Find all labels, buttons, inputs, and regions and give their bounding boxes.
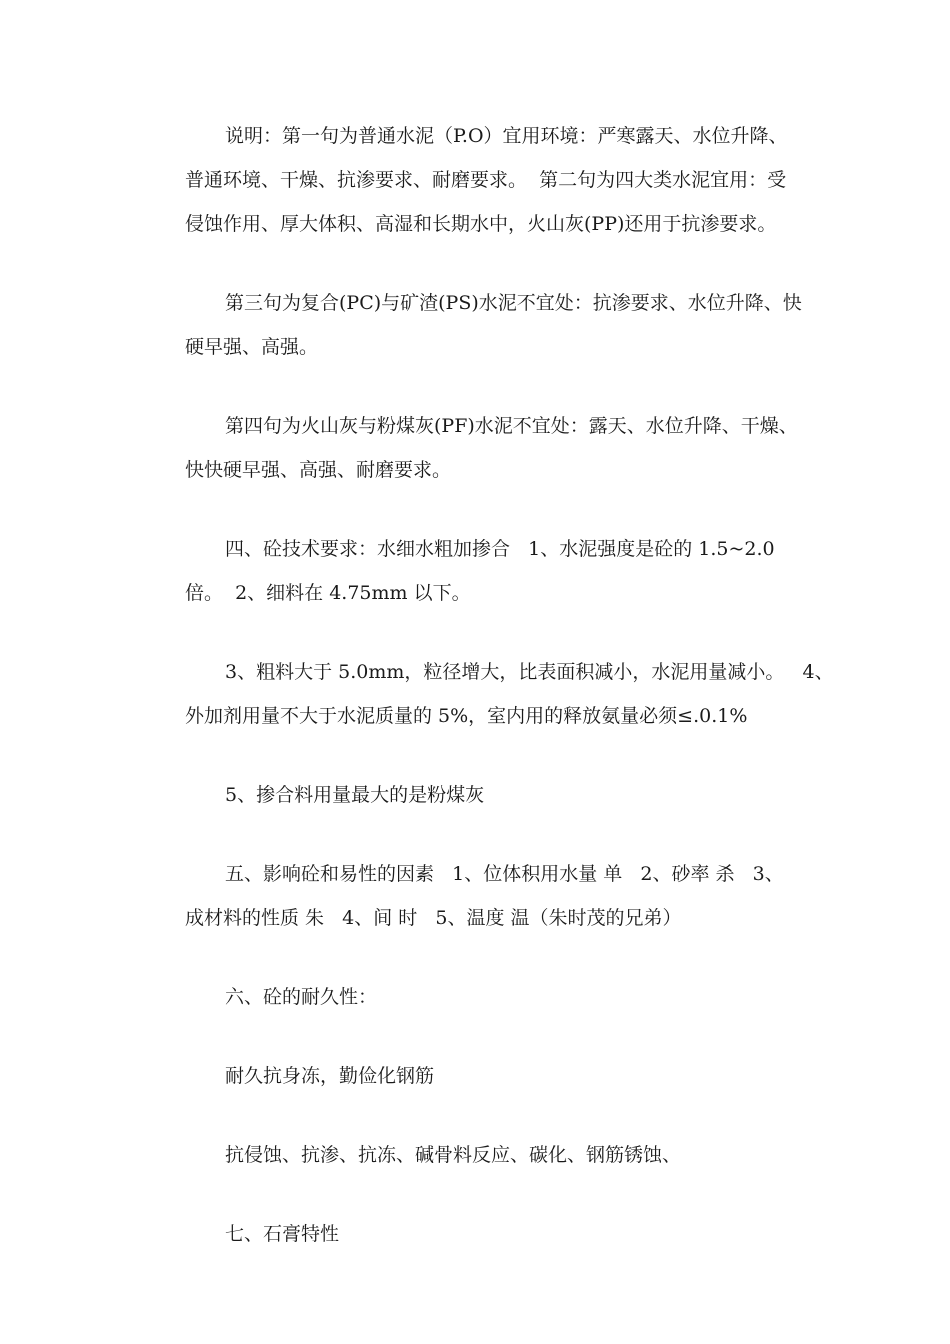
paragraph-workability-factors <box>145 852 825 940</box>
paragraph-cement-explanation <box>145 114 825 246</box>
text-line: 五、影响砼和易性的因素 1、位体积用水量 单 2、砂率 杀 3、 <box>225 863 784 885</box>
text-line: 倍。 2、细料在 4.75mm 以下。 <box>185 582 471 604</box>
text-line: 快快硬早强、高强、耐磨要求。 <box>185 459 452 481</box>
paragraph-third-sentence <box>145 281 825 369</box>
document-body <box>145 114 834 1291</box>
text-line: 普通环境、干燥、抗渗要求、耐磨要求。 第二句为四大类水泥宜用：受 <box>185 169 787 191</box>
section-heading-gypsum <box>145 1212 825 1256</box>
text-line: 外加剂用量不大于水泥质量的 5%，室内用的释放氨量必须≤.0.1% <box>185 705 748 727</box>
text-line: 硬早强、高强。 <box>185 336 319 358</box>
text-line: 七、石膏特性 <box>225 1223 340 1245</box>
section-heading-durability <box>145 975 825 1019</box>
text-line: 3、粗料大于 5.0mm，粒径增大，比表面积减小，水泥用量减小。 4、 <box>225 661 834 683</box>
paragraph-fourth-sentence <box>145 404 825 492</box>
text-line: 侵蚀作用、厚大体积、高湿和长期水中，火山灰(PP)还用于抗渗要求。 <box>185 213 777 235</box>
text-line: 六、砼的耐久性： <box>225 986 378 1008</box>
text-line: 成材料的性质 朱 4、间 时 5、温度 温（朱时茂的兄弟） <box>185 907 682 929</box>
paragraph-concrete-requirements <box>145 527 825 615</box>
paragraph-durability-list <box>145 1133 825 1177</box>
paragraph-durability-mnemonic <box>145 1054 825 1098</box>
paragraph-coarse-aggregate <box>145 650 834 738</box>
text-line: 四、砼技术要求：水细水粗加掺合 1、水泥强度是砼的 1.5~2.0 <box>225 538 775 560</box>
text-line: 耐久抗身冻，勤俭化钢筋 <box>225 1065 435 1087</box>
text-line: 第四句为火山灰与粉煤灰(PF)水泥不宜处：露天、水位升降、干燥、 <box>225 415 798 437</box>
text-line: 第三句为复合(PC)与矿渣(PS)水泥不宜处：抗渗要求、水位升降、快 <box>225 292 802 314</box>
text-line: 说明：第一句为普通水泥（P.O）宜用环境：严寒露天、水位升降、 <box>225 125 788 147</box>
text-line: 抗侵蚀、抗渗、抗冻、碱骨料反应、碳化、钢筋锈蚀、 <box>225 1144 682 1166</box>
paragraph-admixture <box>145 773 825 817</box>
text-line: 5、掺合料用量最大的是粉煤灰 <box>225 784 485 806</box>
